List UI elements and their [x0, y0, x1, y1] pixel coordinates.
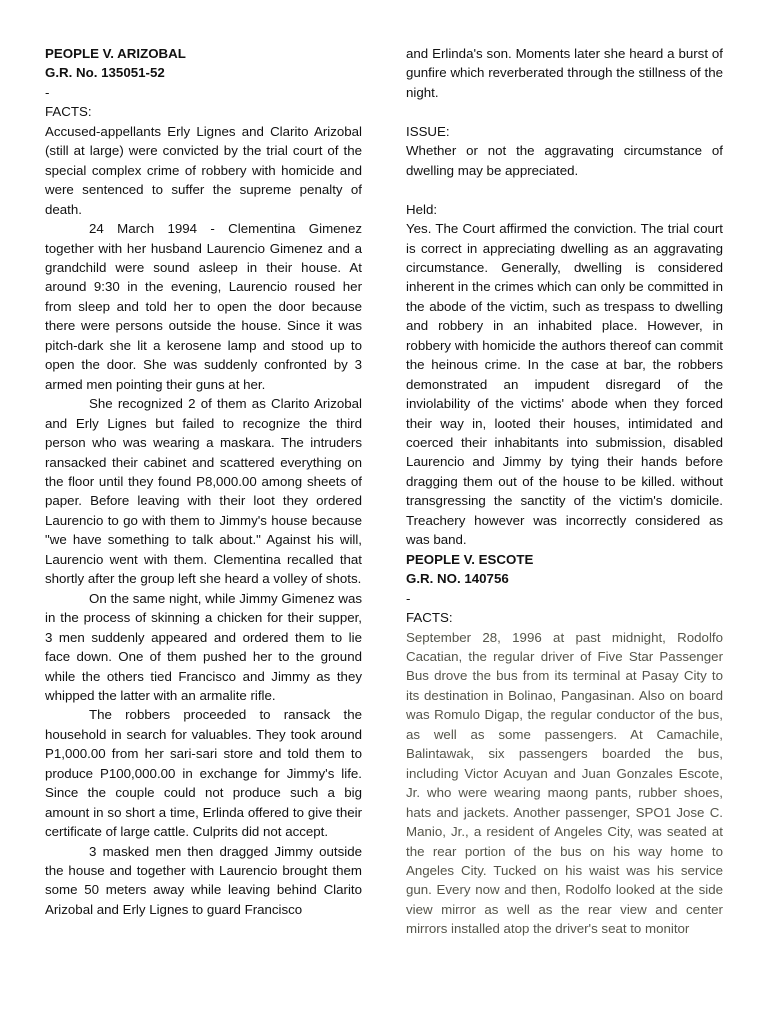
facts-paragraph-2: 24 March 1994 - Clementina Gimenez together with her husband Laurencio Gimenez and a grandchild were sound asleep in their house. At around 9:30 in the evening, Laurencio roused her from sleep and told her to open the door because there were persons outside the house. Since it was pitch-dark she lit a kerosene lamp and stood up to open the door. She was suddenly confronted by 3 armed men pointing their guns at her.	[45, 221, 362, 392]
left-column	[45, 44, 362, 919]
case-number: G.R. No. 135051-52	[45, 65, 165, 81]
issue-text: Whether or not the aggravating circumstance of dwelling may be appreciated.	[406, 143, 723, 178]
facts-paragraph-5: The robbers proceeded to ransack the household in search for valuables. They took around P1,000.00 from her sari-sari store and told them to produce P100,000.00 in exchange for Jimmy's life. Since the couple could not produce such a big amount in so short a time, Erlinda offered to give their certificate of large cattle. Culprits did not accept.	[45, 707, 362, 840]
held-text: Yes. The Court affirmed the conviction. The trial court is correct in appreciating dwelling as an aggravating circumstance. Generally, dwelling is considered inherent in the crimes which can only be committed in the abode of the victim, such as trespass to dwelling and robbery in an inhabited place. However, in robbery with homicide the authors thereof can commit the heinous crime. In the case at bar, the robbers demonstrated an impudent disregard of the inviolability of the victims' abode when they forced their way in, looted their houses, intimidated and coerced their inhabitants into submission, disabled Laurencio and Jimmy by tying their hands before dragging them out of the house to be killed. without transgressing the sanctity of the victim's domicile. Treachery however was incorrectly considered as was band.	[406, 221, 723, 548]
case2-number: G.R. NO. 140756	[406, 571, 509, 587]
facts-paragraph-1: Accused-appellants Erly Lignes and Clarito Arizobal (still at large) were convicted by the trial court of the special complex crime of robbery with homicide and were sentenced to suffer the supreme penalty of death.	[45, 123, 362, 217]
separator-dash: -	[45, 84, 50, 100]
case2-facts-text: September 28, 1996 at past midnight, Rodolfo Cacatian, the regular driver of Five Star Passenger Bus drove the bus from its terminal at Pasay City to its destination in Bolinao, Pangasinan. Also on board was Romulo Digap, the regular conductor of the bus, as well as some passengers. At Camachile, Balintawak, six passengers boarded the bus, including Victor Acuyan and Juan Gonzales Escote, Jr. who were wearing maong pants, rubber shoes, hats and jackets. Another passenger, SPO1 Jose C. Manio, Jr., a resident of Angeles City, was seated at the rear portion of the bus on his way home to Angeles City. Tucked on his waist was his service gun. Every now and then, Rodolfo looked at the side view mirror as well as the rear view and center mirrors installed atop the driver's seat to monitor	[406, 629, 723, 937]
facts-label: FACTS:	[45, 104, 92, 120]
facts-continuation: and Erlinda's son. Moments later she heard a burst of gunfire which reverberated through the stillness of the night.	[406, 46, 723, 100]
right-column	[406, 44, 723, 939]
issue-label: ISSUE:	[406, 123, 450, 139]
facts-paragraph-4: On the same night, while Jimmy Gimenez was in the process of skinning a chicken for their supper, 3 men suddenly appeared and ordered them to lie face down. One of them pushed her to the ground while the others tied Francisco and Jimmy as they whipped the latter with an armalite rifle.	[45, 590, 362, 703]
spacer	[406, 180, 723, 199]
held-label: Held:	[406, 201, 438, 217]
separator-dash: -	[406, 590, 411, 606]
case-title: PEOPLE V. ARIZOBAL	[45, 46, 186, 61]
spacer	[406, 102, 723, 121]
facts-paragraph-6: 3 masked men then dragged Jimmy outside the house and together with Laurencio brought them some 50 meters away while leaving behind Clarito Arizobal and Erly Lignes to guard Francisco	[45, 843, 362, 917]
case2-facts-label: FACTS:	[406, 610, 453, 626]
case2-title: PEOPLE V. ESCOTE	[406, 551, 534, 567]
facts-paragraph-3: She recognized 2 of them as Clarito Arizobal and Erly Lignes but failed to recognize the third person who was wearing a maskara. The intruders ransacked their cabinet and scattered everything on the floor until they found P8,000.00 among sheets of paper. Before leaving with their loot they ordered Laurencio to go with them to Jimmy's house because "we have something to talk about." Against his will, Laurencio went with them. Clementina recalled that shortly after the group left she heard a volley of shots.	[45, 396, 362, 587]
